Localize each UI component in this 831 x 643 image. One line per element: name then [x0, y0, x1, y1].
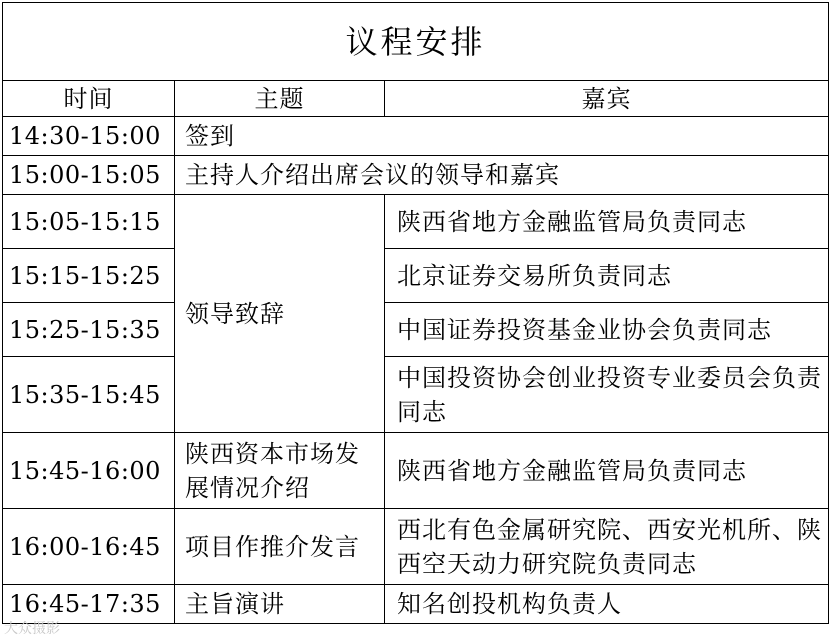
column-header-time: 时间 [3, 81, 175, 117]
time-cell: 15:25-15:35 [3, 303, 175, 357]
column-header-guest: 嘉宾 [385, 81, 829, 117]
watermark: 大众摄影 [4, 621, 60, 637]
time-cell: 14:30-15:00 [3, 117, 175, 156]
time-cell: 15:15-15:25 [3, 249, 175, 303]
guest-cell: 北京证券交易所负责同志 [385, 249, 829, 303]
topic-cell: 签到 [175, 117, 829, 156]
table-row [3, 433, 829, 509]
guest-cell: 中国证券投资基金业协会负责同志 [385, 303, 829, 357]
table-row [3, 156, 829, 195]
topic-cell: 领导致辞 [175, 195, 385, 433]
time-cell: 16:00-16:45 [3, 509, 175, 585]
time-cell: 15:45-16:00 [3, 433, 175, 509]
time-cell: 15:35-15:45 [3, 357, 175, 433]
table-row [3, 117, 829, 156]
column-header-topic: 主题 [175, 81, 385, 117]
guest-cell: 知名创投机构负责人 [385, 585, 829, 624]
topic-cell: 陕西资本市场发展情况介绍 [175, 433, 385, 509]
time-cell: 16:45-17:35 [3, 585, 175, 624]
table-row [3, 249, 829, 303]
time-cell: 15:00-15:05 [3, 156, 175, 195]
topic-cell: 项目作推介发言 [175, 509, 385, 585]
guest-cell: 陕西省地方金融监管局负责同志 [385, 433, 829, 509]
agenda-title: 议程安排 [3, 3, 829, 81]
header-row [3, 81, 829, 117]
agenda-table [2, 2, 829, 624]
topic-cell: 主旨演讲 [175, 585, 385, 624]
table-row [3, 357, 829, 433]
time-cell: 15:05-15:15 [3, 195, 175, 249]
table-row [3, 195, 829, 249]
guest-cell: 西北有色金属研究院、西安光机所、陕西空天动力研究院负责同志 [385, 509, 829, 585]
table-row [3, 303, 829, 357]
title-row [3, 3, 829, 81]
table-row [3, 585, 829, 624]
guest-cell: 中国投资协会创业投资专业委员会负责同志 [385, 357, 829, 433]
table-row [3, 509, 829, 585]
topic-cell: 主持人介绍出席会议的领导和嘉宾 [175, 156, 829, 195]
guest-cell: 陕西省地方金融监管局负责同志 [385, 195, 829, 249]
